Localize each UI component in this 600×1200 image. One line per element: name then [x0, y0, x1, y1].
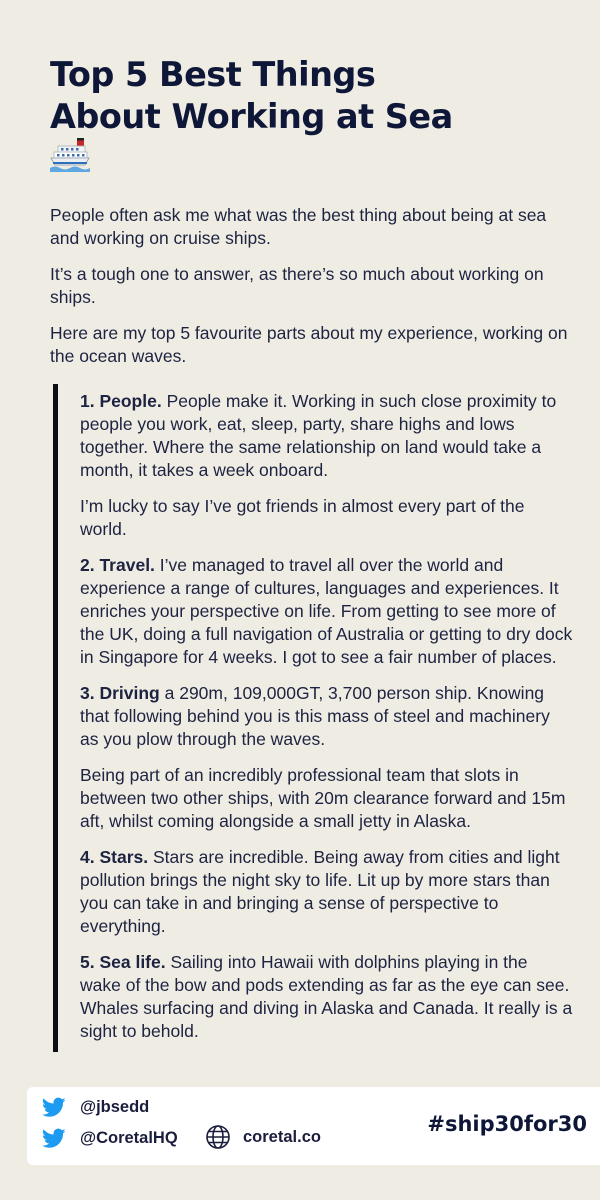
list-item-lead: 2. Travel. — [80, 555, 155, 575]
list-item-sea-life — [80, 951, 573, 1043]
cruise-ship-icon — [50, 136, 90, 172]
intro-paragraph-2: It’s a tough one to answer, as there’s so much about working on ships. — [50, 264, 544, 307]
title-line-1: Top 5 Best Things — [50, 55, 376, 94]
title-line-2: About Working at Sea — [50, 97, 453, 136]
list-item-text: I’ve managed to travel all over the world and experience a range of cultures, languages and experiences. It enriches your perspective on life. From getting to see more of the UK, doing a full navigation of Australia or getting to dry dock in Singapore for 4 weeks. I got to see a fair number of places. — [80, 555, 573, 667]
twitter-icon — [40, 1095, 68, 1119]
list-item-text: a 290m, 109,000GT, 3,700 person ship. Knowing that following behind you is this mass of steel and machinery as you plow through the waves. — [80, 683, 550, 749]
list-item-lead: 1. People. — [80, 391, 162, 411]
list-item-text: People make it. Working in such close proximity to people you work, eat, sleep, party, share highs and lows together. Where the same relationship on land would take a month, it takes a week onboard. — [80, 391, 557, 480]
list-item-text: Stars are incredible. Being away from cities and light pollution brings the night sky to life. Lit up by more stars than you can take in and bringing a sense of perspective to everything. — [80, 847, 560, 936]
twitter-handle-coretalhq[interactable] — [40, 1126, 178, 1150]
twitter-handle-label: @CoretalHQ — [80, 1128, 178, 1147]
list-item-driving — [80, 682, 573, 751]
footer-card — [27, 1087, 600, 1165]
twitter-handle-label: @jbsedd — [80, 1097, 150, 1116]
list-item-text: Sailing into Hawaii with dolphins playing in the wake of the bow and pods extending as far as the eye can see. Whales surfacing and diving in Alaska and Canada. It really is a sight to behold. — [80, 952, 573, 1041]
hashtag-label: #ship30for30 — [427, 1112, 587, 1136]
list-item-people-followup: I’m lucky to say I’ve got friends in almost every part of the world. — [80, 496, 525, 539]
globe-icon — [205, 1124, 231, 1150]
list-item-stars — [80, 846, 573, 938]
intro-section — [50, 204, 570, 381]
list-item-travel — [80, 554, 573, 669]
list-item-lead: 4. Stars. — [80, 847, 149, 867]
list-item-lead: 5. Sea life. — [80, 952, 166, 972]
top-five-list — [53, 384, 573, 1052]
list-item-lead: 3. Driving — [80, 683, 160, 703]
intro-paragraph-1: People often ask me what was the best thing about being at sea and working on cruise ships. — [50, 205, 547, 248]
list-item-driving-followup: Being part of an incredibly professional team that slots in between two other ships, with 20m clearance forward and 15m aft, whilst coming alongside a small jetty in Alaska. — [80, 765, 566, 831]
intro-paragraph-3: Here are my top 5 favourite parts about my experience, working on the ocean waves. — [50, 323, 568, 366]
list-item-people — [80, 390, 573, 482]
website-label: coretal.co — [243, 1127, 321, 1146]
page-title — [50, 54, 570, 138]
twitter-handle-jbsedd[interactable] — [40, 1095, 149, 1119]
website-link[interactable] — [205, 1124, 321, 1150]
twitter-icon — [40, 1126, 68, 1150]
